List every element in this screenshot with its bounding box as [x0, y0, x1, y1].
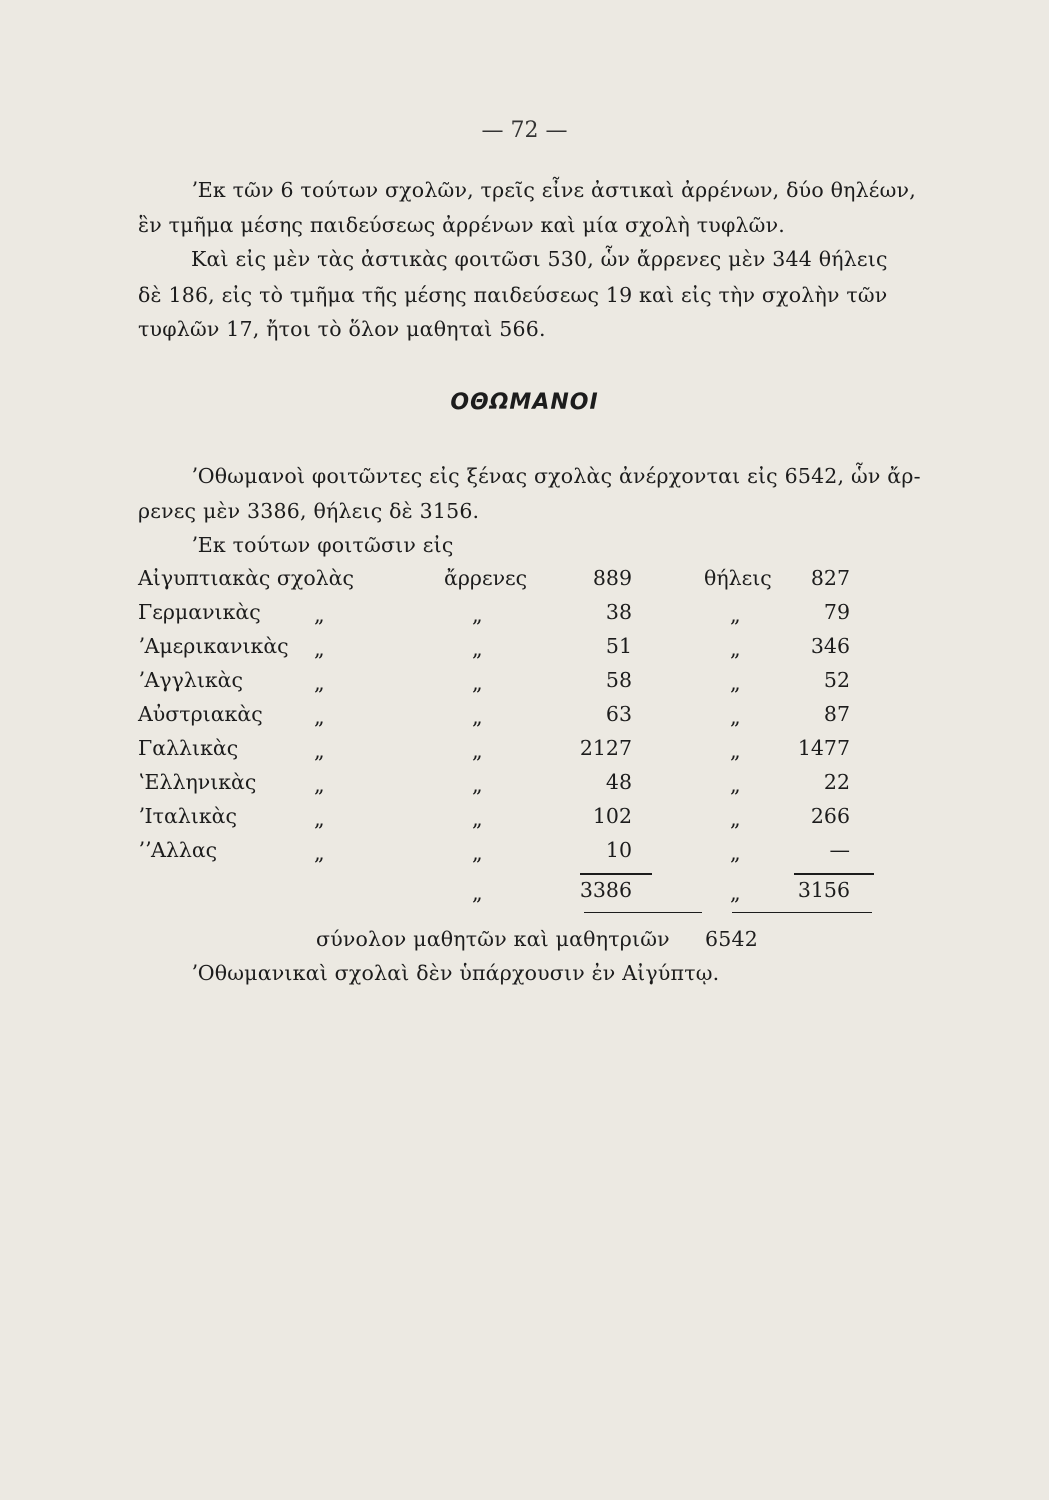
row-name: Αἰγυπτιακὰς σχολὰς [138, 566, 354, 590]
male-value: 889 [592, 566, 632, 590]
row-name: ʽΕλληνικὰς [138, 770, 257, 794]
ditto-mark: „ [472, 671, 483, 695]
ditto-mark: „ [730, 881, 741, 905]
row-name: ʼΑμερικανικὰς [138, 634, 289, 658]
male-value: 10 [605, 838, 632, 862]
underline-male [584, 912, 702, 913]
ditto-mark: „ [472, 603, 483, 627]
section-line: ʼΟθωμανοὶ φοιτῶντες εἰς ξένας σχολὰς ἀνέρχονται εἰς 6542, ὧν ἄρ- [191, 464, 921, 488]
ditto-mark: „ [472, 637, 483, 661]
ditto-mark: „ [472, 807, 483, 831]
row-name: Γαλλικὰς [138, 736, 239, 760]
female-value: 266 [810, 804, 850, 828]
section-line: ʼΕκ τούτων φοιτῶσιν εἰς [191, 533, 454, 557]
ditto-mark: „ [730, 739, 741, 763]
female-value: 346 [810, 634, 850, 658]
ditto-mark: „ [314, 637, 325, 661]
male-value: 2127 [579, 736, 632, 760]
ditto-mark: „ [472, 739, 483, 763]
closing-line: ʼΟθωμανικαὶ σχολαὶ δὲν ὑπάρχουσιν ἐν Αἰγύπτῳ. [191, 961, 720, 985]
grand-total-label: σύνολον μαθητῶν καὶ μαθητριῶν [316, 927, 670, 951]
ditto-mark: „ [314, 671, 325, 695]
female-value: 22 [823, 770, 850, 794]
ditto-mark: „ [730, 637, 741, 661]
ditto-mark: „ [314, 739, 325, 763]
intro-line: Καὶ εἰς μὲν τὰς ἀστικὰς φοιτῶσι 530, ὧν ἄρρενες μὲν 344 θήλεις [191, 247, 888, 271]
row-name: Αὐστριακὰς [138, 702, 263, 726]
ditto-mark: „ [730, 773, 741, 797]
female-label: θήλεις [704, 566, 772, 590]
female-value: — [829, 838, 850, 862]
row-name: ʼʼΑλλας [138, 838, 218, 862]
total-male: 3386 [579, 878, 632, 902]
ditto-mark: „ [472, 773, 483, 797]
ditto-mark: „ [730, 841, 741, 865]
intro-line: ʼΕκ τῶν 6 τούτων σχολῶν, τρεῖς εἶνε ἀστικαὶ ἀρρένων, δύο θηλέων, [191, 178, 916, 202]
ditto-mark: „ [730, 807, 741, 831]
male-value: 58 [605, 668, 632, 692]
ditto-mark: „ [314, 841, 325, 865]
male-value: 38 [605, 600, 632, 624]
female-value: 87 [823, 702, 850, 726]
male-value: 51 [605, 634, 632, 658]
ditto-mark: „ [314, 773, 325, 797]
page-number: — 72 — [481, 118, 568, 143]
total-rule-male [580, 873, 652, 875]
intro-line: δὲ 186, εἰς τὸ τμῆμα τῆς μέσης παιδεύσεως 19 καὶ εἰς τὴν σχολὴν τῶν [138, 283, 888, 307]
female-value: 827 [810, 566, 850, 590]
row-name: Γερμανικὰς [138, 600, 261, 624]
ditto-mark: „ [314, 807, 325, 831]
section-heading: ΟΘΩΜΑΝΟΙ [450, 390, 599, 415]
ditto-mark: „ [472, 881, 483, 905]
male-label: ἄρρενες [444, 566, 528, 590]
female-value: 52 [823, 668, 850, 692]
row-name: ʼΙταλικὰς [138, 804, 237, 828]
ditto-mark: „ [730, 705, 741, 729]
male-value: 48 [605, 770, 632, 794]
intro-line: ἓν τμῆμα μέσης παιδεύσεως ἀρρένων καὶ μία σχολὴ τυφλῶν. [138, 213, 785, 237]
total-rule-female [794, 873, 874, 875]
grand-total: 6542 [705, 927, 758, 951]
female-value: 1477 [797, 736, 850, 760]
section-line: ρενες μὲν 3386, θήλεις δὲ 3156. [138, 499, 480, 523]
female-value: 79 [823, 600, 850, 624]
underline-female [732, 912, 872, 913]
ditto-mark: „ [730, 603, 741, 627]
intro-line: τυφλῶν 17, ἤτοι τὸ ὅλον μαθηταὶ 566. [138, 317, 546, 341]
ditto-mark: „ [472, 841, 483, 865]
row-name: ʼΑγγλικὰς [138, 668, 243, 692]
ditto-mark: „ [730, 671, 741, 695]
total-female: 3156 [797, 878, 850, 902]
ditto-mark: „ [314, 705, 325, 729]
ditto-mark: „ [314, 603, 325, 627]
male-value: 102 [592, 804, 632, 828]
male-value: 63 [605, 702, 632, 726]
ditto-mark: „ [472, 705, 483, 729]
